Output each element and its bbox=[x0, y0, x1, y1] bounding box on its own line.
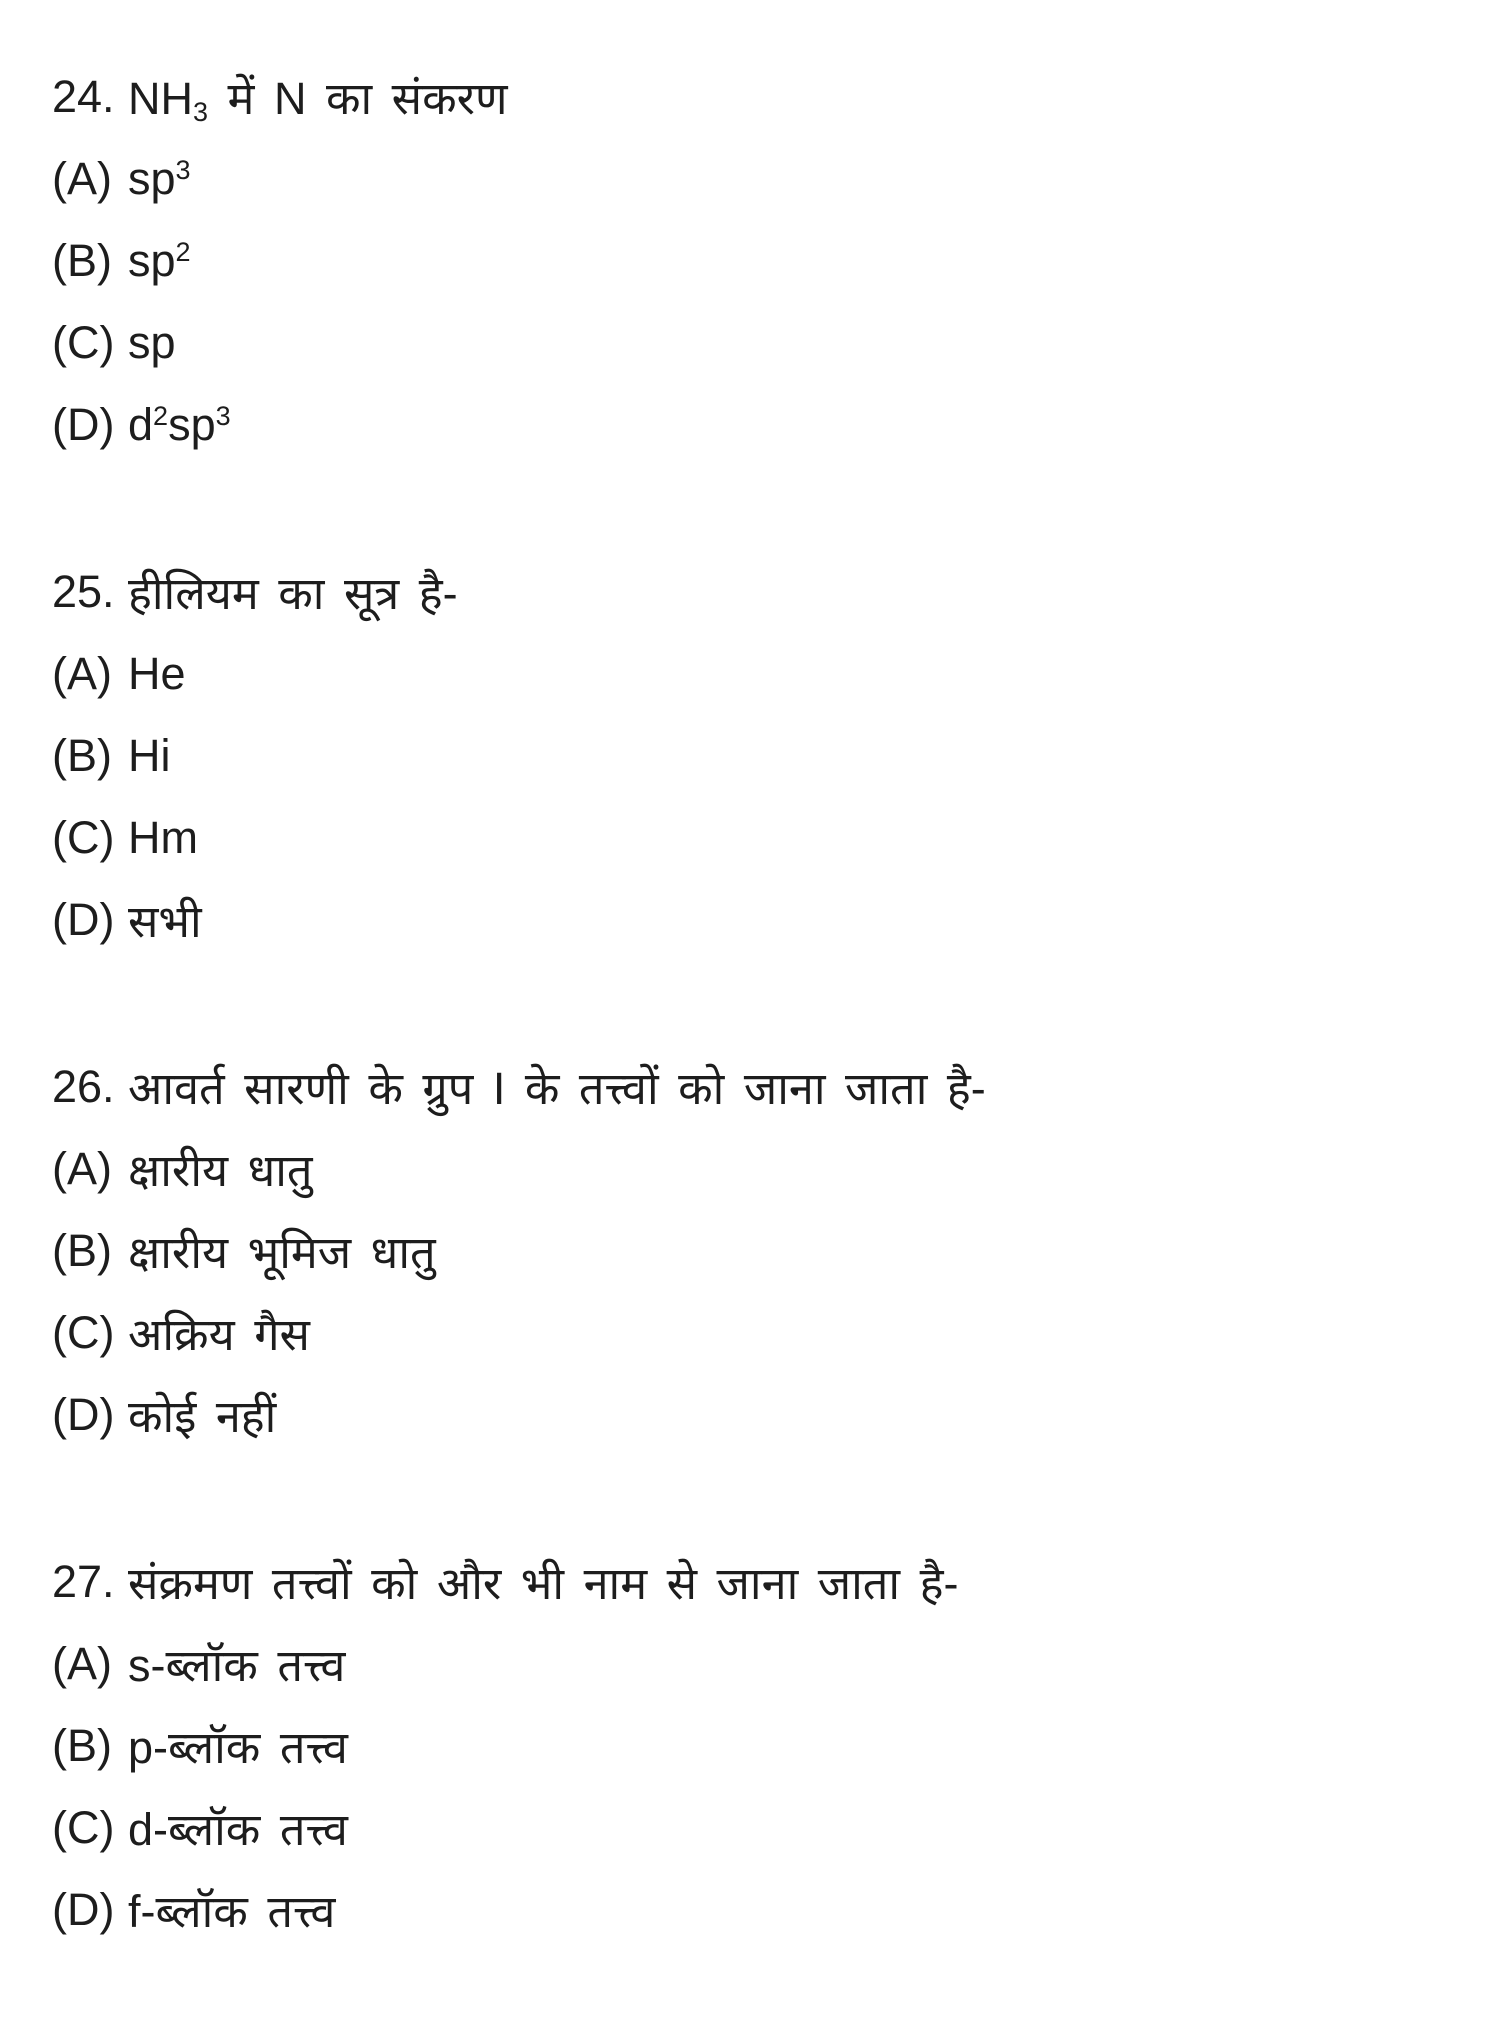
question-27-title bbox=[52, 1541, 1475, 1623]
question-24-option-d-label: (D) bbox=[52, 399, 115, 450]
question-26-title bbox=[52, 1046, 1475, 1128]
question-26-option-c bbox=[52, 1292, 1475, 1374]
question-27-option-b bbox=[52, 1705, 1475, 1787]
question-24-title bbox=[52, 56, 1475, 138]
question-24 bbox=[52, 56, 1475, 466]
question-27-text bbox=[128, 1552, 958, 1613]
question-27-option-d bbox=[52, 1869, 1475, 1951]
option-base: क्षारीय भूमिज धातु bbox=[128, 1226, 436, 1278]
question-26-text-part1: आवर्त सारणी के ग्रुप I के तत्त्वों को जाना जाता है- bbox=[128, 1062, 986, 1114]
question-25-title bbox=[52, 551, 1475, 633]
option-base: अक्रिय गैस bbox=[128, 1308, 310, 1360]
question-27-number: 27. bbox=[52, 1556, 115, 1607]
question-25 bbox=[52, 551, 1475, 961]
question-26-text bbox=[128, 1057, 986, 1118]
question-24-text-part1: NH bbox=[128, 72, 193, 124]
question-27-option-a-label: (A) bbox=[52, 1638, 112, 1689]
question-27-option-a bbox=[52, 1623, 1475, 1705]
question-25-option-b-label: (B) bbox=[52, 730, 112, 781]
question-25-option-d-label: (D) bbox=[52, 894, 115, 945]
option-base: d-ब्लॉक तत्त्व bbox=[128, 1803, 348, 1855]
question-24-option-c-label: (C) bbox=[52, 317, 115, 368]
question-24-option-a-label: (A) bbox=[52, 153, 112, 204]
question-24-text-part2: में N का संकरण bbox=[208, 72, 508, 124]
option-base: Hm bbox=[128, 812, 198, 863]
question-27-option-d-text bbox=[128, 1880, 335, 1941]
question-24-option-b-label: (B) bbox=[52, 235, 112, 286]
option-base: Hi bbox=[128, 730, 171, 781]
question-26-option-a-text bbox=[128, 1139, 313, 1200]
question-25-option-b-text bbox=[128, 730, 171, 782]
question-26-option-a bbox=[52, 1128, 1475, 1210]
option-base: sp bbox=[128, 153, 176, 204]
question-25-option-a-label: (A) bbox=[52, 648, 112, 699]
question-25-option-d-text bbox=[128, 890, 202, 951]
question-24-option-d bbox=[52, 384, 1475, 466]
option-base: s-ब्लॉक तत्त्व bbox=[128, 1639, 346, 1691]
question-25-option-a bbox=[52, 633, 1475, 715]
question-24-option-c bbox=[52, 302, 1475, 384]
option-superscript2: 3 bbox=[215, 401, 231, 432]
question-27-option-b-text bbox=[128, 1716, 348, 1777]
question-24-option-b bbox=[52, 220, 1475, 302]
question-27-option-c-text bbox=[128, 1798, 348, 1859]
option-base: कोई नहीं bbox=[128, 1390, 277, 1442]
question-27-option-a-text bbox=[128, 1634, 345, 1695]
question-24-text bbox=[128, 67, 508, 128]
question-26-option-c-text bbox=[128, 1303, 310, 1364]
question-24-subscript: 3 bbox=[193, 96, 209, 127]
question-25-option-c-text bbox=[128, 812, 198, 864]
question-26-option-b-text bbox=[128, 1221, 436, 1282]
question-25-text-part1: हीलियम का सूत्र है- bbox=[128, 567, 458, 619]
option-base: sp bbox=[128, 317, 176, 368]
question-27-option-c-label: (C) bbox=[52, 1802, 115, 1853]
option-base: क्षारीय धातु bbox=[128, 1144, 313, 1196]
question-26 bbox=[52, 1046, 1475, 1456]
question-26-option-d-text bbox=[128, 1385, 276, 1446]
question-25-option-c bbox=[52, 797, 1475, 879]
question-27 bbox=[52, 1541, 1475, 1951]
question-24-option-a-text bbox=[128, 153, 191, 205]
question-25-text bbox=[128, 562, 458, 623]
question-26-option-b bbox=[52, 1210, 1475, 1292]
option-base: p-ब्लॉक तत्त्व bbox=[128, 1721, 348, 1773]
option-superscript: 2 bbox=[175, 237, 191, 268]
question-25-number: 25. bbox=[52, 566, 115, 617]
option-base2: sp bbox=[168, 399, 216, 450]
question-24-number: 24. bbox=[52, 71, 115, 122]
question-24-option-c-text bbox=[128, 317, 176, 369]
question-26-option-a-label: (A) bbox=[52, 1143, 112, 1194]
question-25-option-c-label: (C) bbox=[52, 812, 115, 863]
question-26-option-c-label: (C) bbox=[52, 1307, 115, 1358]
question-25-option-b bbox=[52, 715, 1475, 797]
question-27-text-part1: संक्रमण तत्त्वों को और भी नाम से जाना जाता है- bbox=[128, 1557, 959, 1609]
question-25-option-a-text bbox=[128, 648, 186, 700]
question-26-option-b-label: (B) bbox=[52, 1225, 112, 1276]
option-base: सभी bbox=[128, 895, 202, 947]
question-26-number: 26. bbox=[52, 1061, 115, 1112]
question-27-option-c bbox=[52, 1787, 1475, 1869]
question-24-option-b-text bbox=[128, 235, 191, 287]
option-superscript: 3 bbox=[175, 155, 191, 186]
question-26-option-d bbox=[52, 1374, 1475, 1456]
option-superscript: 2 bbox=[153, 401, 169, 432]
option-base: f-ब्लॉक तत्त्व bbox=[128, 1885, 336, 1937]
question-24-option-d-text bbox=[128, 399, 231, 451]
question-27-option-b-label: (B) bbox=[52, 1720, 112, 1771]
question-24-option-a bbox=[52, 138, 1475, 220]
question-26-option-d-label: (D) bbox=[52, 1389, 115, 1440]
question-27-option-d-label: (D) bbox=[52, 1884, 115, 1935]
option-base: He bbox=[128, 648, 186, 699]
option-base: sp bbox=[128, 235, 176, 286]
option-base: d bbox=[128, 399, 154, 450]
question-25-option-d bbox=[52, 879, 1475, 961]
